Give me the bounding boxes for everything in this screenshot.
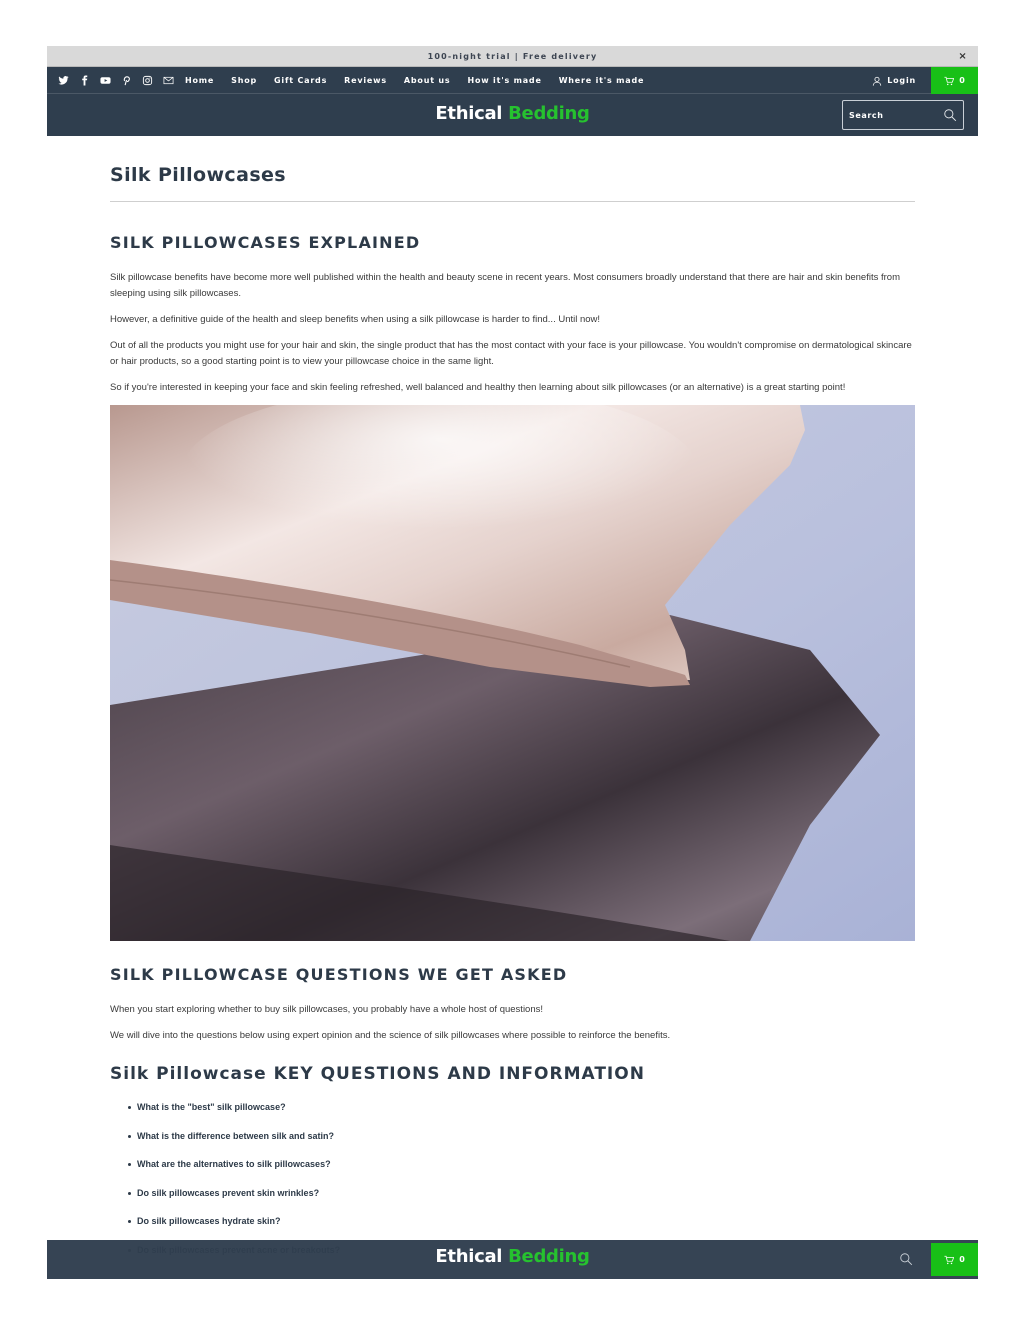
social-links — [57, 67, 174, 94]
question-link[interactable]: What is the "best" silk pillowcase? — [137, 1102, 286, 1112]
main-nav — [185, 67, 644, 94]
page-title: Silk Pillowcases — [110, 164, 287, 186]
close-icon[interactable]: × — [958, 51, 968, 62]
paragraph: So if you're interested in keeping your face and skin feeling refreshed, well balanced and healthy then learning about silk pillowcases (or an alternative) is a great starting point! — [110, 382, 846, 393]
login-label: Login — [887, 76, 916, 85]
search-icon[interactable] — [899, 1252, 913, 1266]
paragraph: Silk pillowcase benefits have become more well published within the health and beauty scene in recent years. Most consumers broadly understand that there are hair and skin benefits from sleeping using silk pillowcases. — [110, 272, 900, 299]
list-item — [128, 1159, 915, 1188]
site-logo[interactable]: Ethical Bedding — [435, 103, 590, 124]
divider — [110, 201, 915, 202]
login-link[interactable] — [872, 67, 916, 94]
question-link[interactable]: What are the alternatives to silk pillowcases? — [137, 1159, 331, 1170]
search-icon[interactable] — [943, 108, 957, 122]
nav-home[interactable]: Home — [185, 76, 215, 85]
paragraph: However, a definitive guide of the health and sleep benefits when using a silk pillowcase is harder to find... Until now! — [110, 314, 601, 325]
section-heading-questions: SILK PILLOWCASE QUESTIONS WE GET ASKED — [110, 965, 568, 984]
nav-gift-cards[interactable]: Gift Cards — [274, 76, 328, 85]
search-input[interactable] — [849, 111, 939, 120]
question-link[interactable]: Do silk pillowcases hydrate skin? — [137, 1216, 281, 1227]
cart-icon — [944, 76, 954, 86]
cart-icon — [944, 1255, 954, 1265]
sticky-logo[interactable]: Ethical Bedding — [435, 1246, 590, 1267]
cart-button[interactable] — [931, 67, 978, 94]
question-link[interactable]: What is the difference between silk and satin? — [137, 1130, 335, 1141]
nav-how-its-made[interactable]: How it's made — [467, 76, 542, 85]
nav-about-us[interactable]: About us — [403, 76, 451, 85]
sticky-cart-button[interactable] — [931, 1243, 978, 1276]
paragraph: Out of all the products you might use for your hair and skin, the single product that has the most contact with your face is your pillowcase. You wouldn't compromise on dermatological skincare or hair products, so a good starting point is to view your pillowcase choice in the same light. — [110, 340, 912, 367]
top-navbar — [47, 67, 978, 94]
list-item — [128, 1102, 915, 1131]
nav-shop[interactable]: Shop — [231, 76, 258, 85]
main-content — [110, 156, 915, 1274]
email-icon[interactable] — [162, 75, 174, 87]
pinterest-icon[interactable] — [120, 75, 132, 87]
paragraph: We will dive into the questions below using expert opinion and the science of silk pillowcases where possible to reinforce the benefits. — [110, 1030, 671, 1041]
user-icon — [872, 76, 882, 86]
nav-where-its-made[interactable]: Where it's made — [558, 76, 645, 85]
announcement-text: 100-night trial | Free delivery — [427, 52, 598, 61]
cart-count: 0 — [959, 1255, 965, 1264]
section-heading-key-questions: Silk Pillowcase KEY QUESTIONS AND INFORMATION — [110, 1064, 645, 1084]
instagram-icon[interactable] — [141, 75, 153, 87]
section-heading-explained: SILK PILLOWCASES EXPLAINED — [110, 233, 421, 252]
announcement-bar — [47, 46, 978, 67]
page-frame — [47, 46, 978, 1279]
cart-count: 0 — [959, 76, 965, 85]
search-box — [842, 100, 964, 130]
youtube-icon[interactable] — [99, 75, 111, 87]
twitter-icon[interactable] — [57, 75, 69, 87]
paragraph: When you start exploring whether to buy silk pillowcases, you probably have a whole host of questions! — [110, 1004, 544, 1015]
sticky-header — [47, 1240, 978, 1279]
question-link[interactable]: Do silk pillowcases prevent skin wrinkles? — [137, 1187, 320, 1198]
facebook-icon[interactable] — [78, 75, 90, 87]
logo-bar — [47, 94, 978, 136]
list-item — [128, 1131, 915, 1160]
list-item — [128, 1188, 915, 1217]
silk-pillowcases-photo — [110, 405, 915, 941]
nav-reviews[interactable]: Reviews — [344, 76, 387, 85]
